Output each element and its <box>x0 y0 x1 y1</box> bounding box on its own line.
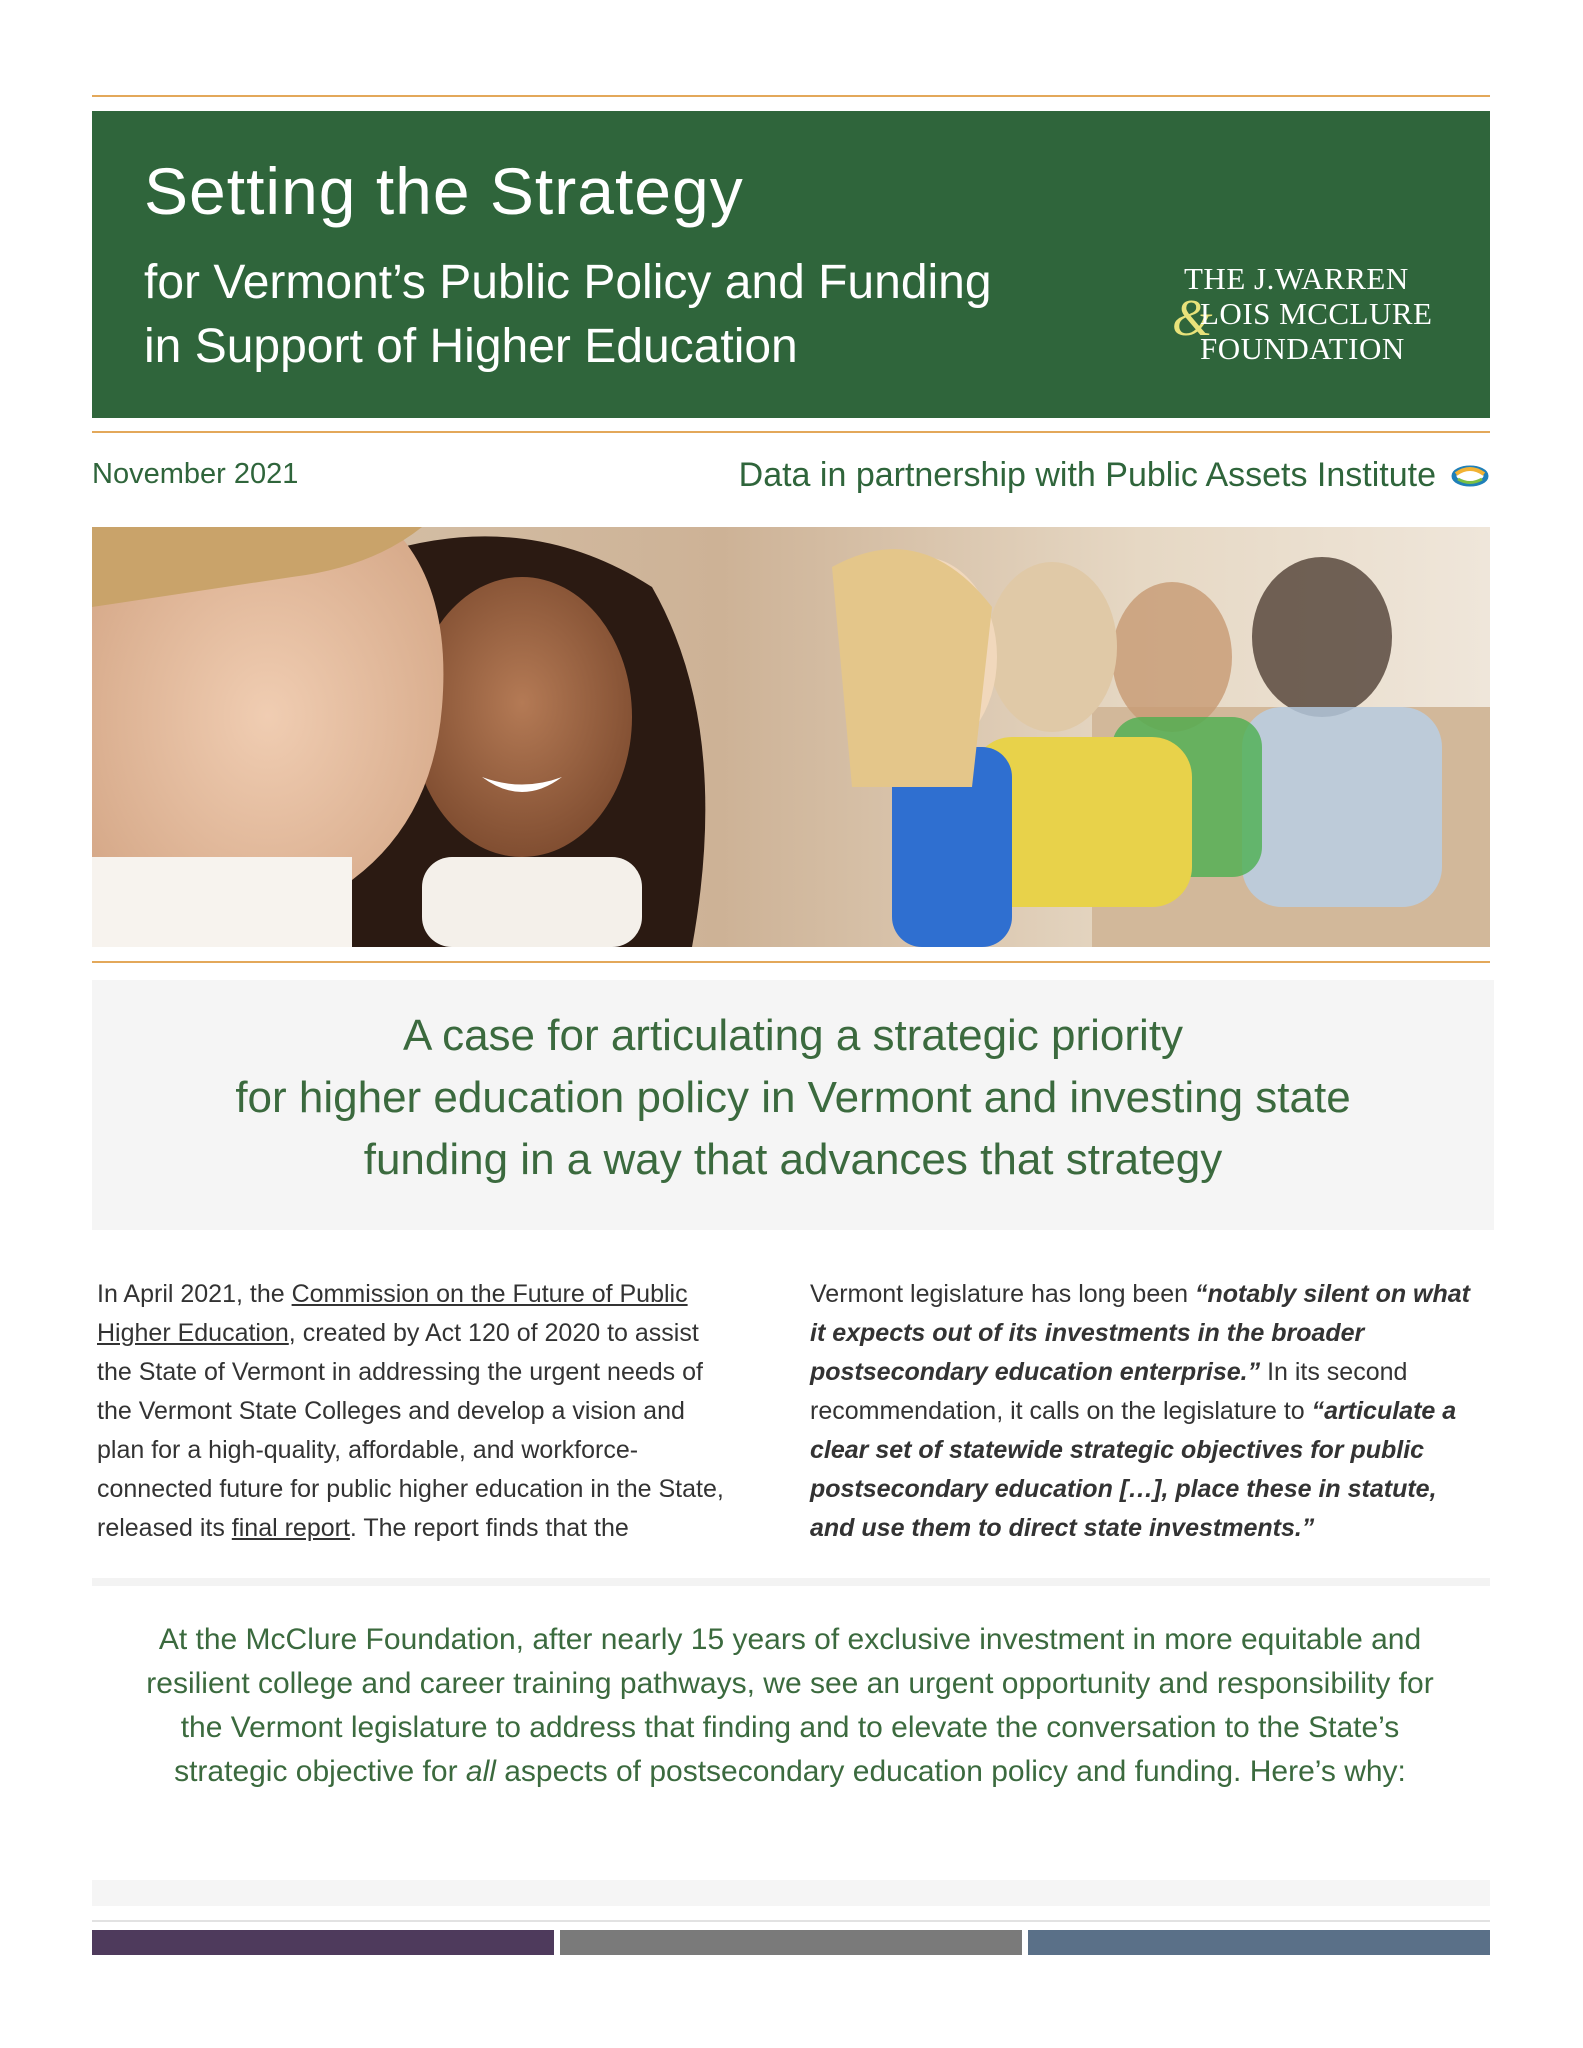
publication-date: November 2021 <box>92 458 299 490</box>
title-banner <box>92 111 1490 418</box>
quote-notably-silent: “notably silent on what it expects out of its investments in the broader postsecondary education enterprise.” <box>810 1280 1470 1386</box>
statement-footer-panel <box>92 1880 1490 1906</box>
partner-credit <box>739 456 1490 495</box>
commission-link[interactable]: Commission on the Future of Public Higher Education <box>97 1280 688 1347</box>
body-right-column <box>810 1275 1480 1548</box>
body-right-paragraph <box>810 1275 1480 1548</box>
logo-line-1: THE J.WARREN <box>1184 261 1409 296</box>
page-subtitle <box>144 251 992 379</box>
partner-text: Data in partnership with Public Assets Institute <box>738 456 1436 494</box>
final-report-link[interactable]: final report <box>231 1514 350 1542</box>
subtitle-line-2: in Support of Higher Education <box>144 320 798 373</box>
subtitle-line-1: for Vermont’s Public Policy and Funding <box>144 256 992 309</box>
statement-text-2: aspects of postsecondary education policy and funding. Here’s why: <box>495 1755 1406 1788</box>
body-right-text-1: Vermont legislature has long been <box>810 1280 1195 1308</box>
body-left-text-2: , created by Act 120 of 2020 to assist the State of Vermont in addressing the urgent needs of the Vermont State Colleges and develop a vision and plan for a high-quality, affordable, and workforce-connected future for public higher education in the State, released its <box>97 1319 724 1542</box>
photo-bottom-rule <box>92 961 1490 963</box>
footer-color-bars <box>92 1930 1490 1955</box>
body-left-paragraph <box>97 1275 737 1548</box>
tagline-panel <box>92 980 1494 1230</box>
section-divider <box>92 1578 1490 1586</box>
tagline-line-3: funding in a way that advances that strategy <box>363 1135 1223 1184</box>
tagline-line-2: for higher education policy in Vermont and investing state <box>235 1073 1351 1122</box>
statement-emphasis: all <box>465 1755 496 1788</box>
footer-bar-blue <box>1028 1930 1490 1955</box>
body-left-text-1: In April 2021, the <box>97 1280 292 1308</box>
footer-rule <box>92 1920 1490 1922</box>
statement-text-1: At the McClure Foundation, after nearly 15 years of exclusive investment in more equitable and resilient college and career training pathways, we see an urgent opportunity and responsibility for the Vermont legislature to address that finding and to elevate the conversation to the State’s strategic objective for <box>146 1623 1434 1788</box>
footer-bar-purple <box>92 1930 554 1955</box>
logo-line-2: LOIS MCCLURE <box>1200 296 1433 331</box>
body-left-text-3: . The report finds that the <box>349 1514 629 1542</box>
top-rule <box>92 95 1490 97</box>
public-assets-logo-icon <box>1450 464 1490 488</box>
foundation-logo <box>1172 261 1462 371</box>
logo-line-3: FOUNDATION <box>1200 331 1405 366</box>
body-right-text-2: In its second recommendation, it calls on the legislature to <box>810 1358 1408 1425</box>
quote-articulate-objectives: “articulate a clear set of statewide strategic objectives for public postsecondary education […], place these in statute, and use them to direct state investments.” <box>810 1397 1457 1542</box>
tagline-line-1: A case for articulating a strategic priority <box>402 1011 1184 1060</box>
logo-ampersand: & <box>1172 290 1213 347</box>
tagline <box>92 1005 1494 1191</box>
body-left-column <box>97 1275 737 1548</box>
students-photo <box>92 527 1490 947</box>
footer-bar-gray <box>560 1930 1022 1955</box>
banner-bottom-rule <box>92 431 1490 433</box>
mcclure-statement <box>140 1618 1440 1794</box>
page-title: Setting the Strategy <box>144 154 744 228</box>
